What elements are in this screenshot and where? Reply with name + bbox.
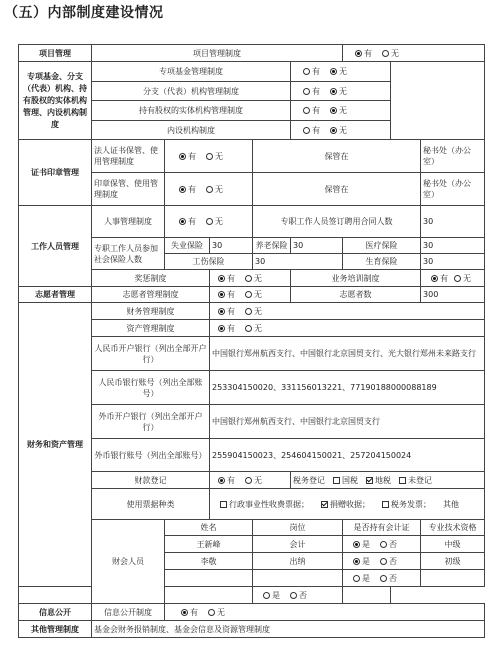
radio-checked-icon bbox=[355, 50, 362, 57]
radio-unchecked-icon bbox=[206, 218, 213, 225]
acc-post bbox=[165, 587, 253, 604]
radio-yes[interactable]: 有 bbox=[431, 273, 448, 284]
project-label: 项目管理 bbox=[19, 45, 92, 62]
radio-no[interactable]: 无 bbox=[382, 48, 399, 59]
contract-value: 30 bbox=[421, 206, 485, 238]
radio-checked-icon bbox=[218, 477, 225, 484]
radio-unchecked-icon bbox=[206, 153, 213, 160]
special-item: 专项基金管理制度 bbox=[92, 62, 291, 82]
checkbox-unregistered[interactable]: 未登记 bbox=[399, 475, 432, 486]
radio-yes[interactable]: 有 bbox=[179, 216, 196, 227]
radio-cert-yes[interactable]: 是 bbox=[353, 539, 370, 550]
radio-no[interactable]: 无 bbox=[330, 105, 347, 116]
checkbox-other[interactable]: 其他 bbox=[443, 499, 459, 509]
radio-yes[interactable]: 有 bbox=[303, 125, 320, 136]
bank-label: 人民币开户银行（列出全部开户行） bbox=[92, 337, 210, 371]
acc-post bbox=[253, 570, 343, 587]
acc-title bbox=[421, 570, 485, 587]
radio-no[interactable]: 无 bbox=[245, 273, 262, 284]
unemployment-label: 失业保险 bbox=[165, 238, 210, 254]
radio-checked-icon bbox=[330, 88, 337, 95]
acc-header-name: 姓名 bbox=[165, 520, 253, 536]
bank-value: 中国银行郑州航西支行、中国银行北京国贸支行、光大银行郑州未来路支行 bbox=[210, 337, 485, 371]
acct-label: 人民币银行账号（列出全部账号） bbox=[92, 371, 210, 405]
acc-title: 初级 bbox=[421, 553, 485, 570]
radio-checked-icon bbox=[431, 275, 438, 282]
radio-checked-icon bbox=[181, 609, 188, 616]
contract-label: 专职工作人员签订聘用合同人数 bbox=[253, 206, 421, 238]
fx-bank-label: 外币开户银行（列出全部开户行） bbox=[92, 405, 210, 439]
row-project bbox=[19, 45, 485, 62]
row-seal-0 bbox=[19, 140, 485, 173]
radio-no[interactable]: 无 bbox=[245, 306, 262, 317]
project-item: 项目管理制度 bbox=[92, 45, 343, 62]
finance-label: 财务和资产管理 bbox=[19, 303, 92, 587]
radio-cert-yes[interactable]: 是 bbox=[353, 573, 370, 584]
volunteer-item: 志愿者管理制度 bbox=[92, 287, 210, 303]
radio-no[interactable]: 无 bbox=[245, 289, 262, 300]
radio-cert-no[interactable]: 否 bbox=[380, 573, 397, 584]
asset-item: 资产管理制度 bbox=[92, 320, 210, 337]
radio-no[interactable]: 无 bbox=[330, 125, 347, 136]
radio-yes[interactable]: 有 bbox=[179, 184, 196, 195]
medical-label: 医疗保险 bbox=[343, 238, 421, 254]
row-info bbox=[19, 604, 485, 621]
seal-item: 印章保管、使用管理制度 bbox=[92, 173, 165, 206]
radio-unchecked-icon bbox=[303, 127, 310, 134]
acc-header-cert: 是否持有会计证 bbox=[343, 520, 421, 536]
maternity-label: 生育保险 bbox=[343, 254, 421, 270]
radio-yes[interactable]: 有 bbox=[181, 607, 198, 618]
acc-title bbox=[343, 587, 391, 604]
reward-label: 奖惩制度 bbox=[92, 270, 210, 287]
acc-name bbox=[165, 570, 253, 587]
radio-yes[interactable]: 有 bbox=[303, 66, 320, 77]
checkbox-admin-fee[interactable]: 行政事业性收费票据； bbox=[220, 499, 309, 510]
tax-reg-label: 财款登记 bbox=[92, 472, 210, 489]
radio-checked-icon bbox=[353, 558, 360, 565]
section-title: （五）内部制度建设情况 bbox=[4, 5, 164, 21]
row-staff-hr bbox=[19, 206, 485, 238]
other-value: 基金会财务报销制度、基金会信息及资源管理制度 bbox=[92, 621, 485, 638]
radio-yes[interactable]: 有 bbox=[179, 151, 196, 162]
tax-label: 税务登记 bbox=[293, 475, 325, 485]
other-label: 其他管理制度 bbox=[19, 621, 92, 638]
radio-no[interactable]: 无 bbox=[206, 216, 223, 227]
radio-unchecked-icon bbox=[380, 575, 387, 582]
acct-value: 253304150020、331156013221、77190188000088189 bbox=[210, 371, 485, 405]
unemployment-value: 30 bbox=[210, 238, 253, 254]
radio-checked-icon bbox=[353, 541, 360, 548]
radio-unchecked-icon bbox=[380, 541, 387, 548]
radio-yes[interactable]: 有 bbox=[218, 475, 235, 486]
row-special-0 bbox=[19, 62, 485, 82]
radio-checked-icon bbox=[218, 275, 225, 282]
bill-label: 使用票据种类 bbox=[92, 489, 210, 520]
radio-unchecked-icon bbox=[208, 609, 215, 616]
radio-checked-icon bbox=[218, 291, 225, 298]
radio-unchecked-icon bbox=[454, 275, 461, 282]
radio-unchecked-icon bbox=[353, 575, 360, 582]
radio-unchecked-icon bbox=[245, 325, 252, 332]
volunteer-label: 志愿者管理 bbox=[19, 287, 92, 303]
row-fin-mgmt bbox=[19, 303, 485, 320]
checkbox-local-tax[interactable]: 地税 bbox=[366, 475, 391, 486]
info-item: 信息公开制度 bbox=[92, 604, 165, 621]
radio-yes[interactable]: 有 bbox=[303, 105, 320, 116]
special-item: 持有股权的实体机构管理制度 bbox=[92, 101, 291, 121]
pension-label: 养老保险 bbox=[253, 238, 291, 254]
acc-name bbox=[19, 587, 165, 604]
radio-unchecked-icon bbox=[245, 308, 252, 315]
info-label: 信息公开 bbox=[19, 604, 92, 621]
special-label: 专项基金、分支（代表）机构、持有股权的实体机构管理、内设机构制度 bbox=[19, 62, 92, 140]
radio-checked-icon bbox=[218, 325, 225, 332]
radio-no[interactable]: 无 bbox=[330, 66, 347, 77]
acc-header-title: 专业技术资格 bbox=[421, 520, 485, 536]
radio-no[interactable]: 无 bbox=[206, 184, 223, 195]
fx-bank-value: 中国银行郑州航西支行、中国银行北京国贸支行 bbox=[210, 405, 485, 439]
pension-value: 30 bbox=[291, 238, 343, 254]
row-other bbox=[19, 621, 485, 638]
training-label: 业务培训制度 bbox=[291, 270, 421, 287]
checkbox-unchecked-icon bbox=[399, 477, 406, 484]
radio-unchecked-icon bbox=[206, 186, 213, 193]
radio-checked-icon bbox=[218, 308, 225, 315]
radio-cert-no[interactable]: 否 bbox=[380, 539, 397, 550]
fx-acct-value: 255904150023、254604150021、257204150024 bbox=[210, 439, 485, 472]
radio-cert-no[interactable]: 否 bbox=[380, 556, 397, 567]
radio-no[interactable]: 无 bbox=[245, 323, 262, 334]
checkbox-unchecked-icon bbox=[220, 501, 227, 508]
medical-value: 30 bbox=[421, 238, 485, 254]
radio-unchecked-icon bbox=[245, 291, 252, 298]
staff-label: 工作人员管理 bbox=[19, 206, 92, 287]
acc-post: 会计 bbox=[253, 536, 343, 553]
radio-checked-icon bbox=[179, 186, 186, 193]
radio-no[interactable]: 无 bbox=[206, 151, 223, 162]
radio-unchecked-icon bbox=[245, 275, 252, 282]
radio-cert-yes[interactable]: 是 bbox=[353, 556, 370, 567]
radio-yes[interactable]: 有 bbox=[218, 289, 235, 300]
radio-yes[interactable]: 有 bbox=[303, 86, 320, 97]
seal-label: 证书印章管理 bbox=[19, 140, 92, 206]
acc-header-post: 岗位 bbox=[253, 520, 343, 536]
radio-checked-icon bbox=[330, 127, 337, 134]
radio-cert-yes[interactable]: 是 bbox=[263, 590, 280, 601]
acc-name: 李敬 bbox=[165, 553, 253, 570]
seal-item: 法人证书保管、使用管理制度 bbox=[92, 140, 165, 173]
special-item: 内设机构制度 bbox=[92, 121, 291, 140]
special-item: 分支（代表）机构管理制度 bbox=[92, 82, 291, 101]
radio-yes[interactable]: 有 bbox=[218, 306, 235, 317]
checkbox-checked-icon bbox=[366, 477, 373, 484]
row-volunteer bbox=[19, 287, 485, 303]
acc-label: 财会人员 bbox=[92, 520, 165, 604]
hr-item: 人事管理制度 bbox=[92, 206, 165, 238]
project-radio bbox=[343, 45, 485, 62]
maternity-value: 30 bbox=[421, 254, 485, 270]
checkbox-unchecked-icon bbox=[382, 501, 389, 508]
radio-unchecked-icon bbox=[380, 558, 387, 565]
row-acc-3 bbox=[19, 587, 485, 604]
radio-checked-icon bbox=[179, 153, 186, 160]
checkbox-unchecked-icon bbox=[333, 477, 340, 484]
radio-cert-no[interactable]: 否 bbox=[290, 590, 307, 601]
radio-checked-icon bbox=[330, 107, 337, 114]
acc-title: 中级 bbox=[421, 536, 485, 553]
radio-checked-icon bbox=[330, 68, 337, 75]
seal-keeper: 秘书处（办公室） bbox=[421, 140, 485, 173]
radio-yes[interactable]: 有 bbox=[218, 323, 235, 334]
radio-no[interactable]: 无 bbox=[208, 607, 225, 618]
checkbox-checked-icon bbox=[321, 501, 328, 508]
volunteer-count: 300 bbox=[421, 287, 485, 303]
radio-yes[interactable]: 有 bbox=[355, 48, 372, 59]
internal-system-table bbox=[18, 44, 485, 638]
radio-unchecked-icon bbox=[303, 68, 310, 75]
checkbox-donation[interactable]: 捐赠收据； bbox=[321, 499, 370, 510]
radio-unchecked-icon bbox=[263, 592, 270, 599]
fin-item: 财务管理制度 bbox=[92, 303, 210, 320]
radio-checked-icon bbox=[179, 218, 186, 225]
special-blank bbox=[391, 62, 485, 140]
radio-no[interactable]: 无 bbox=[330, 86, 347, 97]
radio-unchecked-icon bbox=[303, 88, 310, 95]
radio-no[interactable]: 无 bbox=[454, 273, 471, 284]
radio-unchecked-icon bbox=[382, 50, 389, 57]
radio-unchecked-icon bbox=[303, 107, 310, 114]
seal-keeper-label: 保管在 bbox=[253, 140, 421, 173]
acc-post: 出纳 bbox=[253, 553, 343, 570]
volunteer-count-label: 志愿者数 bbox=[291, 287, 421, 303]
acc-name: 王新峰 bbox=[165, 536, 253, 553]
radio-yes[interactable]: 有 bbox=[218, 273, 235, 284]
injury-value: 30 bbox=[253, 254, 343, 270]
checkbox-national-tax[interactable]: 国税 bbox=[333, 475, 358, 486]
radio-no[interactable]: 无 bbox=[245, 475, 262, 486]
fx-acct-label: 外币银行账号（列出全部账号） bbox=[92, 439, 210, 472]
checkbox-tax-invoice[interactable]: 税务发票； bbox=[382, 499, 431, 510]
injury-label: 工伤保险 bbox=[165, 254, 253, 270]
seal-keeper-label: 保管在 bbox=[253, 173, 421, 206]
seal-keeper: 秘书处（办公室） bbox=[421, 173, 485, 206]
insured-label: 专职工作人员参加社会保险人数 bbox=[92, 238, 165, 270]
radio-unchecked-icon bbox=[290, 592, 297, 599]
radio-unchecked-icon bbox=[245, 477, 252, 484]
